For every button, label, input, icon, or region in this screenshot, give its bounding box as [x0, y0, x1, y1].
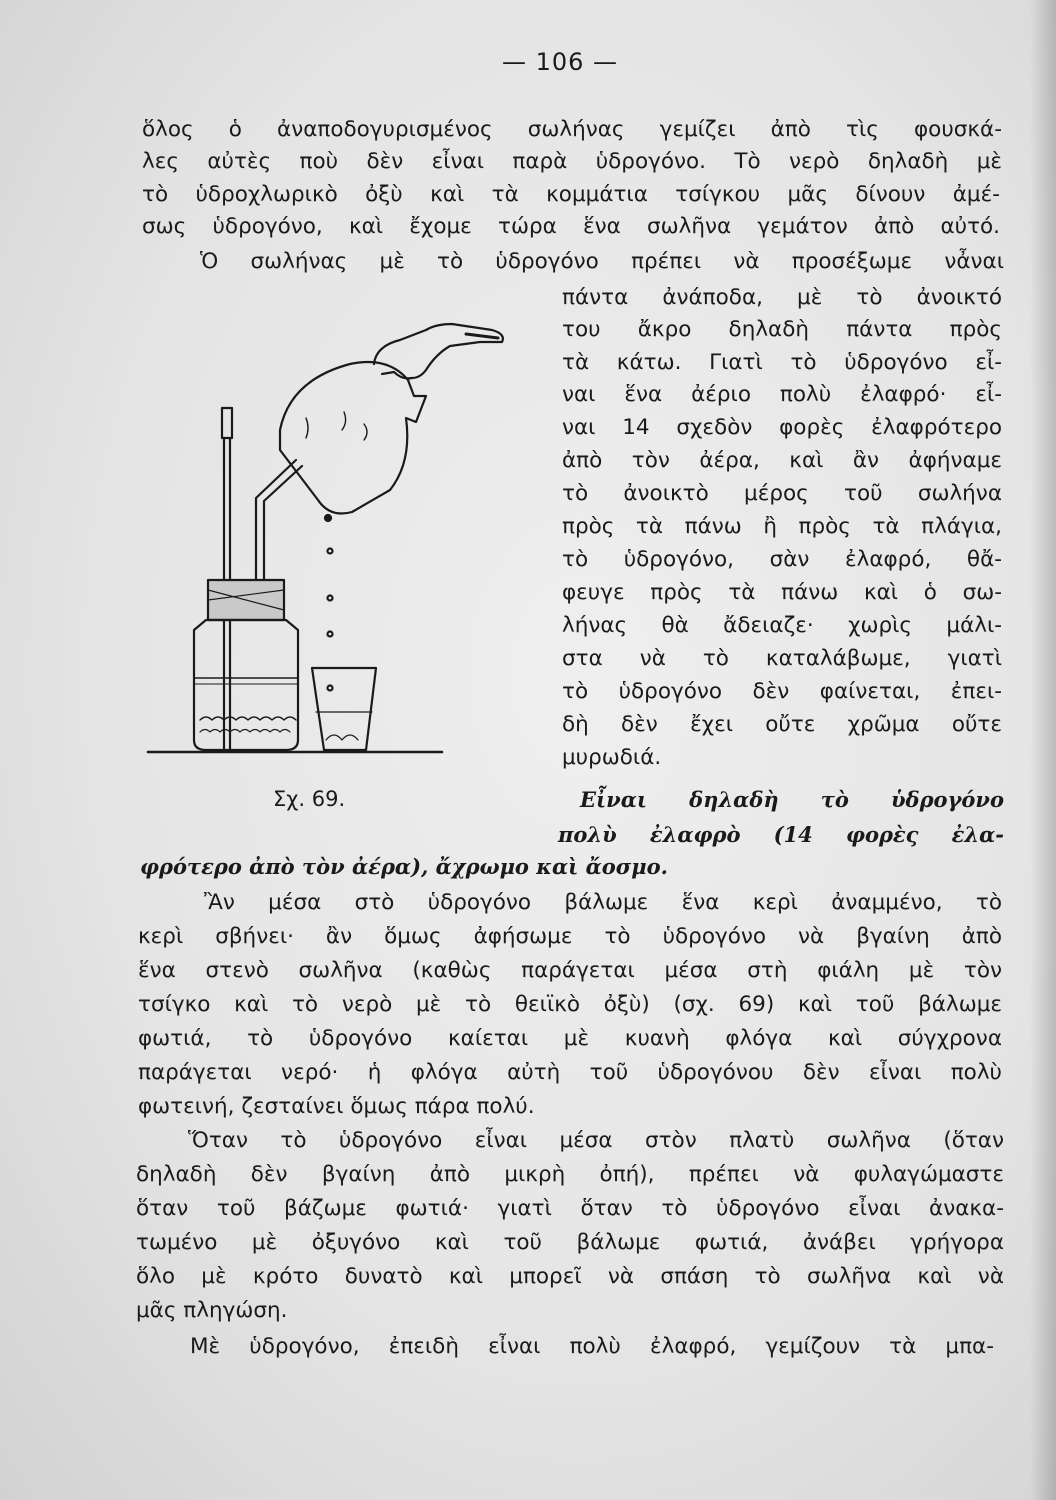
text-line: τσίγκο καὶ τὸ νερὸ μὲ τὸ θειϊκὸ ὀξὺ) (σχ. 69) καὶ τοῦ βάλωμε — [138, 992, 1002, 1017]
text-line: τὸ ὑδροχλωρικὸ ὀξὺ καὶ τὰ κομμάτια τσίγκου μᾶς δίνουν ἀμέ- — [142, 182, 1000, 207]
text-line: παράγεται νερό· ἡ φλόγα αὐτὴ τοῦ ὑδρογόνου δὲν εἶναι πολὺ — [138, 1060, 1002, 1085]
text-line: ναι ἕνα ἀέριο πολὺ ἐλαφρό· εἶ- — [562, 382, 1002, 407]
text-line: ὅλο μὲ κρότο δυνατὸ καὶ μπορεῖ νὰ σπάση τὸ σωλῆνα καὶ νὰ — [136, 1264, 1004, 1289]
text-line: ὅλος ὁ ἀναποδογυρισμένος σωλήνας γεμίζει ἀπὸ τὶς φουσκά- — [142, 117, 1002, 142]
text-line: δὴ δὲν ἔχει οὔτε χρῶμα οὔτε — [562, 712, 1002, 737]
text-line: πάντα ἀνάποδα, μὲ τὸ ἀνοικτό — [562, 285, 1002, 310]
bold-text-line: φρότερο ἀπὸ τὸν ἀέρα), ἄχρωμο καὶ ἄοσμο. — [140, 854, 668, 879]
text-line: φευγε πρὸς τὰ πάνω καὶ ὁ σω- — [562, 580, 1002, 605]
text-line: Ὁ σωλήνας μὲ τὸ ὑδρογόνο πρέπει νὰ προσέξωμε νἆναι — [200, 249, 1004, 274]
text-line: κερὶ σβήνει· ἂν ὅμως ἀφήσωμε τὸ ὑδρογόνο νὰ βγαίνη ἀπὸ — [138, 924, 1002, 949]
text-line: στα νὰ τὸ καταλάβωμε, γιατὶ — [562, 646, 1002, 671]
text-line: Ὅταν τὸ ὑδρογόνο εἶναι μέσα στὸν πλατὺ σωλῆνα (ὅταν — [188, 1128, 1004, 1153]
text-line: του ἄκρο δηλαδὴ πάντα πρὸς — [562, 317, 1002, 342]
bold-text-line: πολὺ ἐλαφρὸ (14 φορὲς ἐλα- — [558, 822, 1004, 847]
text-line: Ἂν μέσα στὸ ὑδρογόνο βάλωμε ἕνα κερὶ ἀναμμένο, τὸ — [204, 890, 1002, 915]
figure-caption: Σχ. 69. — [273, 787, 346, 811]
page-number: — 106 — — [501, 48, 619, 76]
bold-text-line: Εἶναι δηλαδὴ τὸ ὑδρογόνο — [580, 787, 1004, 812]
page-edge-shadow — [1030, 0, 1056, 1500]
text-line: μυρωδιά. — [562, 745, 662, 770]
text-line: ἀπὸ τὸν ἀέρα, καὶ ἂν ἀφήναμε — [562, 448, 1002, 473]
experiment-figure — [130, 300, 550, 770]
text-line: τὸ ὑδρογόνο δὲν φαίνεται, ἐπει- — [562, 679, 1002, 704]
text-line: τὸ ἀνοικτὸ μέρος τοῦ σωλήνα — [562, 481, 1002, 506]
text-line: σως ὑδρογόνο, καὶ ἔχομε τώρα ἕνα σωλῆνα γεμάτον ἀπὸ αὐτό. — [142, 214, 1000, 239]
text-line: λες αὐτὲς ποὺ δὲν εἶναι παρὰ ὑδρογόνο. Τὸ νερὸ δηλαδὴ μὲ — [142, 149, 1002, 174]
text-line: πρὸς τὰ πάνω ἢ πρὸς τὰ πλάγια, — [562, 514, 1002, 539]
text-line: Μὲ ὑδρογόνο, ἐπειδὴ εἶναι πολὺ ἐλαφρό, γεμίζουν τὰ μπα- — [190, 1334, 994, 1359]
text-line: τὸ ὑδρογόνο, σὰν ἐλαφρό, θἄ- — [562, 547, 1002, 572]
text-line: τωμένο μὲ ὀξυγόνο καὶ τοῦ βάλωμε φωτιά, ἀνάβει γρήγορα — [136, 1230, 1004, 1255]
text-line: μᾶς πληγώση. — [136, 1298, 288, 1323]
text-line: ἕνα στενὸ σωλῆνα (καθὼς παράγεται μέσα στὴ φιάλη μὲ τὸν — [138, 958, 1002, 983]
text-line: τὰ κάτω. Γιατὶ τὸ ὑδρογόνο εἶ- — [562, 350, 1002, 375]
text-line: φωτιά, τὸ ὑδρογόνο καίεται μὲ κυανὴ φλόγα καὶ σύγχρονα — [138, 1026, 1002, 1051]
text-line: ναι 14 σχεδὸν φορὲς ἐλαφρότερο — [562, 415, 1002, 440]
text-line: ὅταν τοῦ βάζωμε φωτιά· γιατὶ ὅταν τὸ ὑδρογόνο εἶναι ἀνακα- — [136, 1196, 1004, 1221]
text-line: φωτεινή, ζεσταίνει ὅμως πάρα πολύ. — [138, 1094, 535, 1119]
text-line: λήνας θὰ ἄδειαζε· χωρὶς μάλι- — [562, 613, 1002, 638]
text-line: δηλαδὴ δὲν βγαίνη ἀπὸ μικρὴ ὀπή), πρέπει νὰ φυλαγώμαστε — [136, 1162, 1004, 1187]
